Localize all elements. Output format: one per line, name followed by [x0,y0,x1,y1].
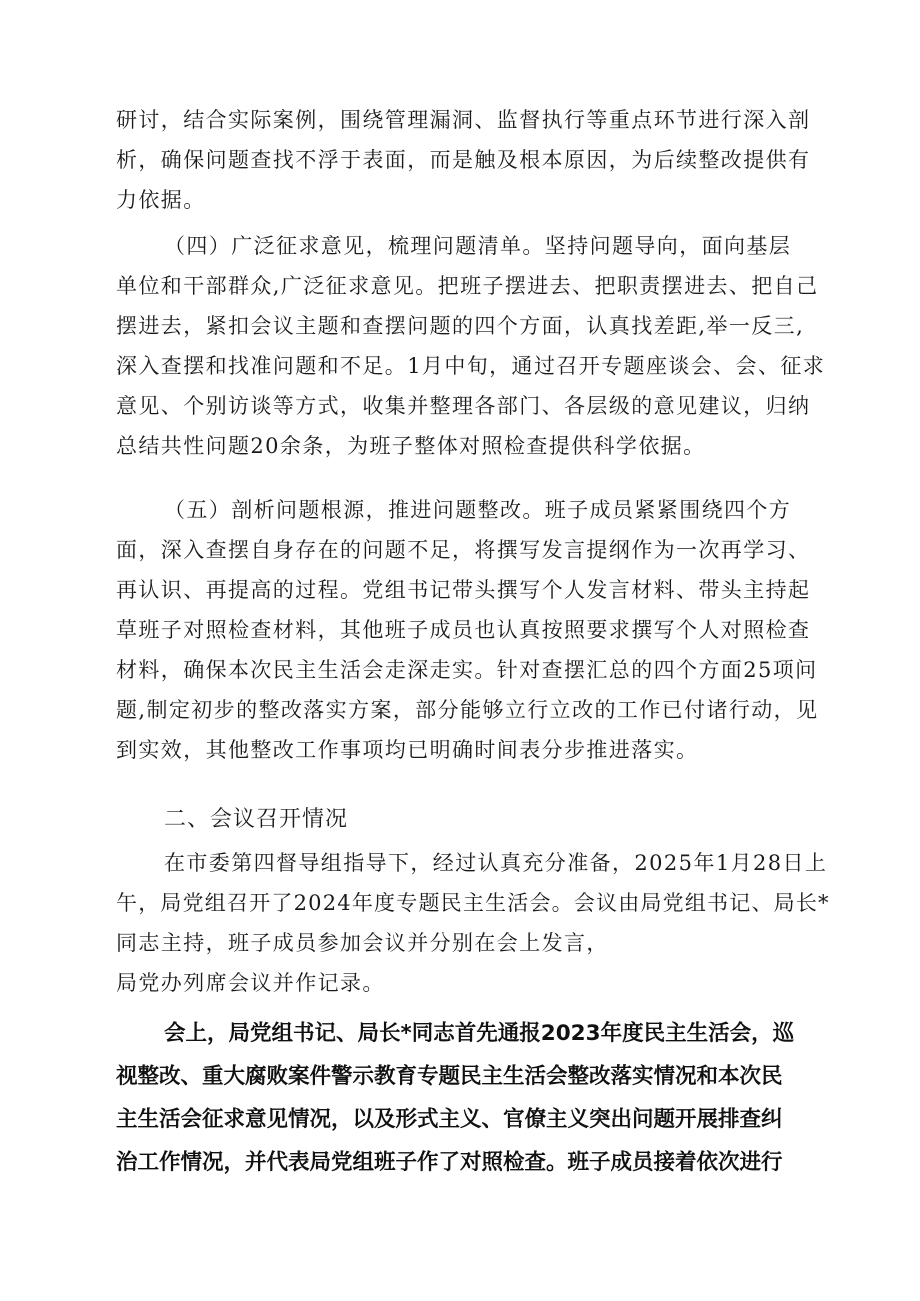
text-line: 视整改、重大腐败案件警示教育专题民主生活会整改落实情况和本次民 [116,1064,783,1089]
text-line: 主生活会征求意见情况，以及形式主义、官僚主义突出问题开展排查纠 [116,1107,783,1132]
text-line: 草班子对照检查材料，其他班子成员也认真按照要求撰写个人对照检查 [116,618,811,642]
paragraph-meeting-report [116,1012,836,1184]
text-line: 力依据。 [116,188,206,212]
text-line: 面，深入查摆自身存在的问题不足，将撰写发言提纲作为一次再学习、 [116,538,811,562]
paragraph-analysis-continued [116,100,836,220]
text-line: 摆进去，紧扣会议主题和查摆问题的四个方面，认真找差距,举一反三, [116,314,805,338]
text-line: 治工作情况，并代表局党组班子作了对照检查。班子成员接着依次进行 [116,1150,783,1175]
text-line: （四）广泛征求意见，梳理问题清单。坚持问题导向，面向基层 [164,234,792,258]
text-line: 研讨，结合实际案例，围绕管理漏洞、监督执行等重点环节进行深入剖 [116,108,811,132]
text-line: 题,制定初步的整改落实方案，部分能够立行立改的工作已付诸行动，见 [116,698,819,722]
text-line: 单位和干部群众,广泛征求意见。把班子摆进去、把职责摆进去、把自己 [116,274,819,298]
text-line: 到实效，其他整改工作事项均已明确时间表分步推进落实。 [116,738,699,762]
section-heading: 二、会议召开情况 [164,807,349,832]
text-line: 在市委第四督导组指导下，经过认真充分准备，2025年1月28日上 [164,851,828,875]
text-line: 再认识、再提高的过程。党组书记带头撰写个人发言材料、带头主持起 [116,578,811,602]
text-line: 局党办列席会议并作记录。 [116,971,385,995]
text-line: 意见、个别访谈等方式，收集并整理各部门、各层级的意见建议，归纳 [116,394,811,418]
paragraph-meeting-info [116,843,836,1003]
text-line: 总结共性问题20余条，为班子整体对照检查提供科学依据。 [116,434,706,458]
text-line: 同志主持，班子成员参加会议并分别在会上发言， [116,931,609,955]
text-line: 会上，局党组书记、局长*同志首先通报2023年度民主生活会，巡 [164,1021,795,1046]
paragraph-section-five [116,490,836,770]
text-line: （五）剖析问题根源，推进问题整改。班子成员紧紧围绕四个方 [164,498,792,522]
paragraph-section-four [116,226,836,466]
text-line: 深入查摆和找准问题和不足。1月中旬，通过召开专题座谈会、会、征求 [116,354,826,378]
text-line: 析，确保问题查找不浮于表面，而是触及根本原因，为后续整改提供有 [116,148,811,172]
text-line: 午，局党组召开了2024年度专题民主生活会。会议由局党组书记、局长* [116,891,830,915]
text-line: 材料，确保本次民主生活会走深走实。针对查摆汇总的四个方面25项问 [116,658,818,682]
